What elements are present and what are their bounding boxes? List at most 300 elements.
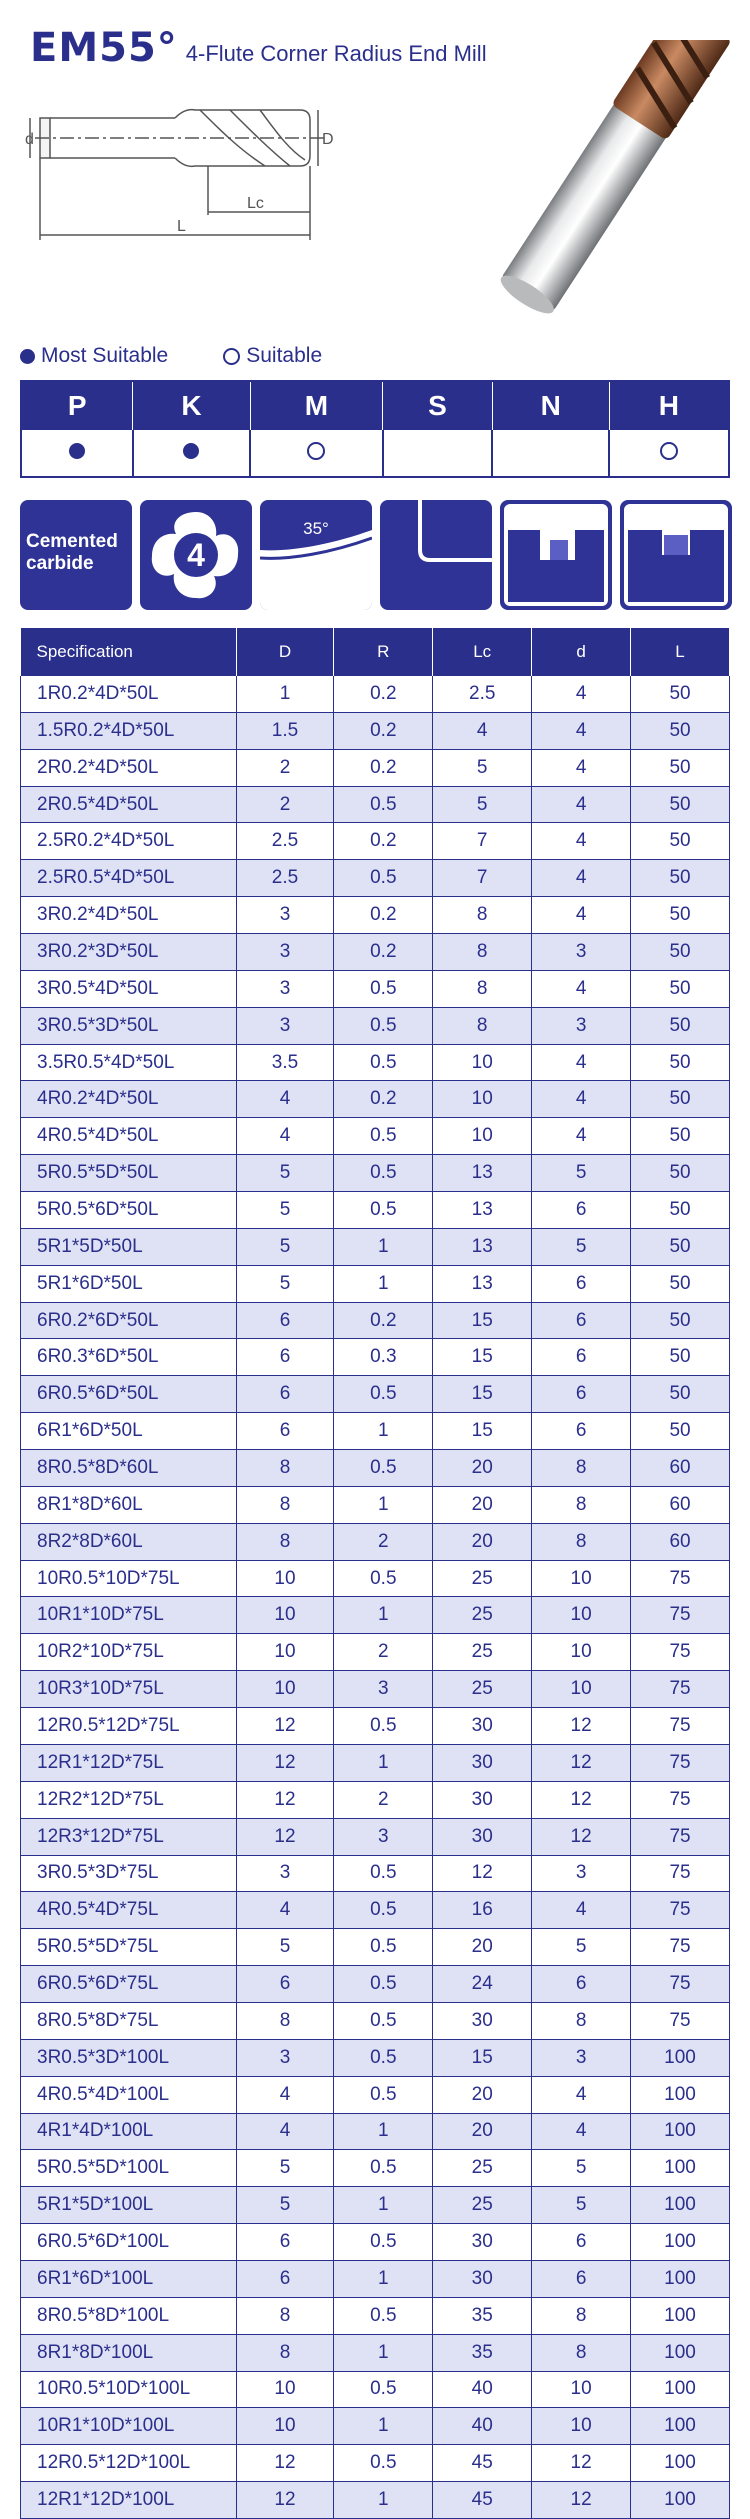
table-cell: 6R0.2*6D*50L: [21, 1302, 237, 1339]
table-cell: 8: [532, 2297, 631, 2334]
table-cell: 1.5R0.2*4D*50L: [21, 712, 237, 749]
table-cell: 35: [433, 2297, 532, 2334]
most-suitable-dot-icon: [69, 443, 85, 459]
table-cell: 10: [236, 1597, 334, 1634]
table-cell: 3.5R0.5*4D*50L: [21, 1044, 237, 1081]
table-cell: 3: [532, 1855, 631, 1892]
table-cell: 25: [433, 1597, 532, 1634]
table-cell: 0.5: [334, 1118, 433, 1155]
table-cell: 6: [532, 1192, 631, 1229]
table-cell: 6: [236, 1339, 334, 1376]
table-cell: 4: [532, 2076, 631, 2113]
table-cell: 35: [433, 2334, 532, 2371]
table-cell: 8: [433, 934, 532, 971]
table-cell: 8: [532, 2334, 631, 2371]
feature-icons: [20, 500, 732, 615]
table-cell: 4: [236, 1892, 334, 1929]
table-cell: 100: [631, 2150, 730, 2187]
table-row: [21, 1413, 730, 1450]
table-cell: 3: [236, 1007, 334, 1044]
table-cell: 2: [334, 1523, 433, 1560]
table-cell: 5R0.5*5D*50L: [21, 1155, 237, 1192]
table-cell: 0.5: [334, 1007, 433, 1044]
table-cell: 50: [631, 712, 730, 749]
table-cell: 8R2*8D*60L: [21, 1523, 237, 1560]
table-cell: 50: [631, 749, 730, 786]
table-cell: 0.2: [334, 676, 433, 712]
table-cell: 5R1*5D*100L: [21, 2187, 237, 2224]
table-cell: 50: [631, 786, 730, 823]
table-cell: 50: [631, 676, 730, 712]
table-cell: 12: [532, 1818, 631, 1855]
material-p: P: [21, 381, 133, 430]
table-cell: 0.2: [334, 712, 433, 749]
table-cell: 10: [236, 1634, 334, 1671]
table-cell: 10: [532, 1597, 631, 1634]
dimension-labels: [25, 131, 334, 235]
table-cell: 6R0.3*6D*50L: [21, 1339, 237, 1376]
table-cell: 20: [433, 1486, 532, 1523]
table-cell: 50: [631, 1192, 730, 1229]
table-row: [21, 1523, 730, 1560]
table-cell: 0.2: [334, 1302, 433, 1339]
table-cell: 100: [631, 2076, 730, 2113]
table-cell: 2: [236, 749, 334, 786]
slot-milling-icon: [620, 500, 732, 610]
table-cell: 4: [236, 2076, 334, 2113]
table-cell: 4: [532, 786, 631, 823]
table-cell: 3R0.5*3D*50L: [21, 1007, 237, 1044]
table-cell: 12: [236, 1781, 334, 1818]
col-r-radius: R: [334, 628, 433, 676]
table-cell: 10R1*10D*100L: [21, 2408, 237, 2445]
table-cell: 6: [532, 2260, 631, 2297]
table-cell: 2.5: [236, 823, 334, 860]
table-cell: 4: [532, 970, 631, 1007]
table-row: [21, 2076, 730, 2113]
table-row: [21, 1155, 730, 1192]
table-cell: 100: [631, 2113, 730, 2150]
table-cell: 2.5: [433, 676, 532, 712]
legend-most-suitable: Most Suitable: [41, 344, 169, 367]
table-cell: 1: [334, 1597, 433, 1634]
table-cell: 0.2: [334, 823, 433, 860]
table-cell: 15: [433, 1413, 532, 1450]
material-mark-k: [133, 430, 250, 477]
table-cell: 10: [236, 2408, 334, 2445]
table-cell: 2: [334, 1634, 433, 1671]
table-cell: 6: [236, 1376, 334, 1413]
table-cell: 5: [532, 1155, 631, 1192]
table-cell: 100: [631, 2371, 730, 2408]
table-row: [21, 786, 730, 823]
table-cell: 30: [433, 1818, 532, 1855]
table-cell: 50: [631, 1376, 730, 1413]
header: [0, 0, 750, 340]
table-row: [21, 2224, 730, 2261]
table-cell: 6: [532, 2224, 631, 2261]
model-name: EM55°: [30, 25, 178, 71]
table-cell: 30: [433, 2002, 532, 2039]
table-cell: 12: [433, 1855, 532, 1892]
table-cell: 3: [236, 1855, 334, 1892]
table-cell: 0.5: [334, 786, 433, 823]
table-row: [21, 1192, 730, 1229]
table-cell: 2.5: [236, 860, 334, 897]
table-cell: 0.5: [334, 1855, 433, 1892]
table-cell: 75: [631, 1966, 730, 2003]
table-cell: 100: [631, 2297, 730, 2334]
table-cell: 12: [236, 1818, 334, 1855]
table-cell: 4: [532, 1892, 631, 1929]
table-cell: 0.5: [334, 1376, 433, 1413]
table-cell: 6R1*6D*100L: [21, 2260, 237, 2297]
table-cell: 50: [631, 823, 730, 860]
table-cell: 75: [631, 1892, 730, 1929]
helix-angle-icon: [260, 500, 372, 610]
table-cell: 25: [433, 2187, 532, 2224]
table-cell: 6: [532, 1376, 631, 1413]
most-suitable-dot-icon: [20, 349, 35, 364]
table-cell: 0.5: [334, 2150, 433, 2187]
table-cell: 8: [236, 2297, 334, 2334]
table-cell: 1: [236, 676, 334, 712]
table-cell: 10R2*10D*75L: [21, 1634, 237, 1671]
table-cell: 5: [532, 2150, 631, 2187]
table-cell: 50: [631, 897, 730, 934]
table-cell: 3: [532, 934, 631, 971]
table-row: [21, 1450, 730, 1487]
table-cell: 3R0.2*3D*50L: [21, 934, 237, 971]
table-cell: 1: [334, 1744, 433, 1781]
table-cell: 0.2: [334, 1081, 433, 1118]
specification-table: [20, 628, 730, 2519]
table-row: [21, 2408, 730, 2445]
table-cell: 40: [433, 2408, 532, 2445]
table-cell: 30: [433, 2224, 532, 2261]
table-cell: 100: [631, 2482, 730, 2519]
table-cell: 1.5: [236, 712, 334, 749]
table-cell: 0.5: [334, 2445, 433, 2482]
material-marks-row: [21, 430, 729, 477]
table-cell: 5: [433, 786, 532, 823]
table-cell: 20: [433, 1523, 532, 1560]
table-cell: 1: [334, 2334, 433, 2371]
suitability-legend: [20, 344, 322, 368]
table-cell: 4R0.5*4D*50L: [21, 1118, 237, 1155]
table-cell: 1: [334, 2482, 433, 2519]
table-cell: 25: [433, 2150, 532, 2187]
table-cell: 5: [236, 1228, 334, 1265]
table-cell: 8: [236, 2002, 334, 2039]
table-cell: 12: [532, 1744, 631, 1781]
material-mark-h: [609, 430, 729, 477]
table-cell: 0.5: [334, 2002, 433, 2039]
table-cell: 1: [334, 1486, 433, 1523]
table-row: [21, 823, 730, 860]
table-cell: 8: [236, 1523, 334, 1560]
table-cell: 0.5: [334, 860, 433, 897]
table-cell: 3: [236, 2039, 334, 2076]
table-cell: 5: [532, 1228, 631, 1265]
table-cell: 5: [236, 2187, 334, 2224]
material-mark-m: [250, 430, 383, 477]
table-cell: 8: [236, 2334, 334, 2371]
table-row: [21, 1634, 730, 1671]
table-row: [21, 1081, 730, 1118]
table-row: [21, 1671, 730, 1708]
table-cell: 50: [631, 860, 730, 897]
table-cell: 2: [334, 1781, 433, 1818]
table-cell: 75: [631, 1929, 730, 1966]
table-cell: 0.5: [334, 1155, 433, 1192]
table-cell: 100: [631, 2445, 730, 2482]
table-row: [21, 1597, 730, 1634]
table-row: [21, 676, 730, 712]
table-cell: 4R0.2*4D*50L: [21, 1081, 237, 1118]
table-cell: 100: [631, 2334, 730, 2371]
table-cell: 75: [631, 1781, 730, 1818]
table-cell: 5: [532, 1929, 631, 1966]
table-cell: 10: [236, 2371, 334, 2408]
table-cell: 8R0.5*8D*60L: [21, 1450, 237, 1487]
material-k: K: [133, 381, 250, 430]
table-cell: 1R0.2*4D*50L: [21, 676, 237, 712]
table-cell: 8: [236, 1450, 334, 1487]
table-cell: 0.5: [334, 1892, 433, 1929]
table-cell: 50: [631, 1118, 730, 1155]
material-table: [20, 380, 730, 478]
table-cell: 10: [433, 1081, 532, 1118]
table-row: [21, 2039, 730, 2076]
material-n: N: [492, 381, 609, 430]
table-cell: 7: [433, 860, 532, 897]
table-cell: 2.5R0.2*4D*50L: [21, 823, 237, 860]
table-cell: 100: [631, 2408, 730, 2445]
table-cell: 75: [631, 1744, 730, 1781]
table-cell: 50: [631, 1007, 730, 1044]
col-lc: Lc: [433, 628, 532, 676]
table-cell: 75: [631, 1634, 730, 1671]
table-cell: 24: [433, 1966, 532, 2003]
material-mark-n: [492, 430, 609, 477]
table-cell: 6: [236, 1302, 334, 1339]
table-cell: 10R0.5*10D*75L: [21, 1560, 237, 1597]
table-cell: 30: [433, 1744, 532, 1781]
table-cell: 4: [532, 2113, 631, 2150]
table-row: [21, 1118, 730, 1155]
table-cell: 3: [532, 2039, 631, 2076]
table-row: [21, 934, 730, 971]
table-row: [21, 1486, 730, 1523]
table-cell: 12R0.5*12D*100L: [21, 2445, 237, 2482]
table-cell: 6: [532, 1966, 631, 2003]
table-cell: 15: [433, 2039, 532, 2076]
four-flute-icon: [140, 500, 252, 610]
table-cell: 10: [236, 1671, 334, 1708]
table-cell: 60: [631, 1450, 730, 1487]
table-cell: 6: [236, 2260, 334, 2297]
table-cell: 12R1*12D*75L: [21, 1744, 237, 1781]
table-cell: 10: [532, 2408, 631, 2445]
legend-item-suitable: [223, 344, 322, 368]
table-cell: 3.5: [236, 1044, 334, 1081]
table-cell: 4: [532, 1081, 631, 1118]
table-cell: 30: [433, 1708, 532, 1745]
table-cell: 5: [236, 2150, 334, 2187]
table-cell: 10: [532, 1634, 631, 1671]
table-cell: 6R0.5*6D*75L: [21, 1966, 237, 2003]
table-cell: 0.5: [334, 2039, 433, 2076]
table-cell: 4R1*4D*100L: [21, 2113, 237, 2150]
table-cell: 5: [236, 1929, 334, 1966]
side-milling-icon: [500, 500, 612, 610]
table-cell: 3: [532, 1007, 631, 1044]
col-l: L: [631, 628, 730, 676]
dim-Lc: Lc: [247, 195, 264, 212]
table-cell: 0.5: [334, 1966, 433, 2003]
table-cell: 8: [433, 1007, 532, 1044]
table-cell: 8: [433, 897, 532, 934]
suitable-ring-icon: [660, 442, 678, 460]
table-cell: 15: [433, 1302, 532, 1339]
table-cell: 0.2: [334, 749, 433, 786]
table-cell: 6: [236, 1966, 334, 2003]
table-cell: 15: [433, 1376, 532, 1413]
table-cell: 0.5: [334, 1560, 433, 1597]
table-cell: 8R1*8D*60L: [21, 1486, 237, 1523]
table-cell: 75: [631, 1818, 730, 1855]
table-cell: 4: [532, 712, 631, 749]
table-cell: 75: [631, 1597, 730, 1634]
table-cell: 1: [334, 2113, 433, 2150]
table-cell: 4R0.5*4D*75L: [21, 1892, 237, 1929]
table-cell: 5R0.5*5D*75L: [21, 1929, 237, 1966]
table-cell: 0.5: [334, 1450, 433, 1487]
table-cell: 8: [433, 970, 532, 1007]
table-cell: 10: [532, 1560, 631, 1597]
table-cell: 6: [532, 1413, 631, 1450]
table-cell: 5: [532, 2187, 631, 2224]
legend-suitable: Suitable: [246, 344, 323, 367]
table-cell: 100: [631, 2039, 730, 2076]
table-cell: 3R0.5*3D*75L: [21, 1855, 237, 1892]
table-cell: 10: [532, 1671, 631, 1708]
table-cell: 0.5: [334, 1192, 433, 1229]
table-row: [21, 2187, 730, 2224]
table-cell: 50: [631, 1339, 730, 1376]
table-cell: 12: [532, 2482, 631, 2519]
table-cell: 8R0.5*8D*100L: [21, 2297, 237, 2334]
table-row: [21, 860, 730, 897]
table-cell: 6: [236, 1413, 334, 1450]
table-cell: 13: [433, 1265, 532, 1302]
table-cell: 45: [433, 2445, 532, 2482]
table-cell: 50: [631, 1265, 730, 1302]
table-cell: 3: [334, 1671, 433, 1708]
table-cell: 12R3*12D*75L: [21, 1818, 237, 1855]
table-cell: 3R0.2*4D*50L: [21, 897, 237, 934]
table-cell: 6: [532, 1302, 631, 1339]
table-cell: 0.3: [334, 1339, 433, 1376]
table-cell: 4: [236, 1118, 334, 1155]
table-cell: 0.5: [334, 2076, 433, 2113]
table-cell: 13: [433, 1155, 532, 1192]
table-row: [21, 1302, 730, 1339]
table-cell: 0.5: [334, 2371, 433, 2408]
model-subtitle: 4-Flute Corner Radius End Mill: [185, 41, 487, 66]
table-cell: 4: [236, 1081, 334, 1118]
table-cell: 0.5: [334, 1929, 433, 1966]
table-cell: 50: [631, 970, 730, 1007]
table-row: [21, 970, 730, 1007]
table-cell: 6R0.5*6D*100L: [21, 2224, 237, 2261]
table-cell: 10R1*10D*75L: [21, 1597, 237, 1634]
table-row: [21, 1044, 730, 1081]
table-cell: 20: [433, 2113, 532, 2150]
corner-radius-icon: [380, 500, 492, 610]
table-row: [21, 1855, 730, 1892]
table-row: [21, 1781, 730, 1818]
table-cell: 13: [433, 1192, 532, 1229]
table-cell: 75: [631, 2002, 730, 2039]
table-cell: 12: [532, 2445, 631, 2482]
material-header-row: [21, 381, 729, 430]
table-cell: 3R0.5*3D*100L: [21, 2039, 237, 2076]
table-cell: 60: [631, 1486, 730, 1523]
table-cell: 0.5: [334, 970, 433, 1007]
table-cell: 12: [236, 1744, 334, 1781]
table-row: [21, 897, 730, 934]
table-row: [21, 1892, 730, 1929]
table-row: [21, 1007, 730, 1044]
table-cell: 0.5: [334, 1708, 433, 1745]
table-cell: 50: [631, 1302, 730, 1339]
table-cell: 0.2: [334, 897, 433, 934]
table-cell: 10: [433, 1118, 532, 1155]
material-s: S: [383, 381, 492, 430]
table-cell: 5: [236, 1155, 334, 1192]
material-mark-s: [383, 430, 492, 477]
table-cell: 8: [532, 1523, 631, 1560]
table-cell: 12R2*12D*75L: [21, 1781, 237, 1818]
table-cell: 4: [532, 823, 631, 860]
table-cell: 75: [631, 1671, 730, 1708]
helix-angle: 35°: [303, 519, 329, 538]
table-row: [21, 1744, 730, 1781]
table-row: [21, 2334, 730, 2371]
table-row: [21, 712, 730, 749]
table-cell: 8R1*8D*100L: [21, 2334, 237, 2371]
table-row: [21, 2113, 730, 2150]
table-cell: 0.2: [334, 934, 433, 971]
suitable-ring-icon: [307, 442, 325, 460]
table-cell: 4: [532, 860, 631, 897]
table-cell: 50: [631, 1044, 730, 1081]
table-cell: 75: [631, 1708, 730, 1745]
table-cell: 4: [532, 1118, 631, 1155]
table-cell: 8: [532, 1486, 631, 1523]
table-row: [21, 1818, 730, 1855]
table-cell: 100: [631, 2260, 730, 2297]
table-cell: 5R1*6D*50L: [21, 1265, 237, 1302]
table-row: [21, 2297, 730, 2334]
table-cell: 16: [433, 1892, 532, 1929]
table-cell: 13: [433, 1228, 532, 1265]
table-cell: 6: [236, 2224, 334, 2261]
table-cell: 45: [433, 2482, 532, 2519]
table-cell: 4: [433, 712, 532, 749]
